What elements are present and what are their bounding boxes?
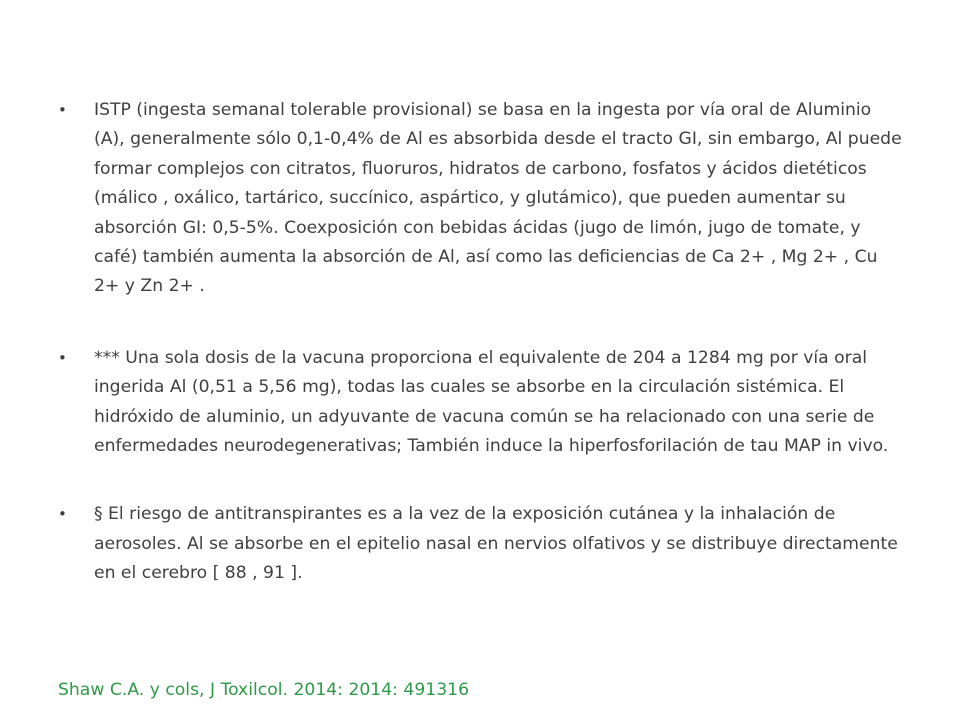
bullet-text: § El riesgo de antitranspirantes es a la vez de la exposición cutánea y la inhalación de aerosoles. Al se absorbe en el epitelio nasal en nervios olfativos y se distribuye directamente en el cerebro [ 88 , 91 ]. — [94, 504, 898, 584]
bullet-text: ISTP (ingesta semanal tolerable provisional) se basa en la ingesta por vía oral de Aluminio (A), generalmente sólo 0,1-0,4% de Al es absorbida desde el tracto GI, sin embargo, Al puede formar complejos con citratos, fluoruros, hidratos de carbono, fosfatos y ácidos dietéticos (málico , oxálico, tartárico, succínico, aspártico, y glutámico), que pueden aumentar su absorción GI: 0,5-5%. Coexposición con bebidas ácidas (jugo de limón, jugo de tomate, y café) también aumenta la absorción de Al, así como las deficiencias de Ca 2+ , Mg 2+ , Cu 2+ y Zn 2+ . — [94, 100, 902, 297]
citation: Shaw C.A. y cols, J Toxilcol. 2014: 2014: 491316 — [58, 680, 470, 700]
bullet-item-vaccine — [56, 344, 904, 462]
bullet-icon: • — [58, 101, 67, 119]
bullet-text: *** Una sola dosis de la vacuna proporciona el equivalente de 204 a 1284 mg por vía oral ingerida Al (0,51 a 5,56 mg), todas las cuales se absorbe en la circulación sistémica. El hidróxido de aluminio, un adyuvante de vacuna común se ha relacionado con una serie de enfermedades neurodegenerativas; También induce la hiperfosforilación de tau MAP in vivo. — [94, 347, 889, 457]
bullet-item-antiperspirant — [56, 500, 904, 588]
bullet-list — [56, 96, 904, 589]
bullet-icon: • — [58, 505, 67, 524]
bullet-icon: • — [58, 348, 67, 367]
bullet-item-istp — [56, 96, 904, 302]
